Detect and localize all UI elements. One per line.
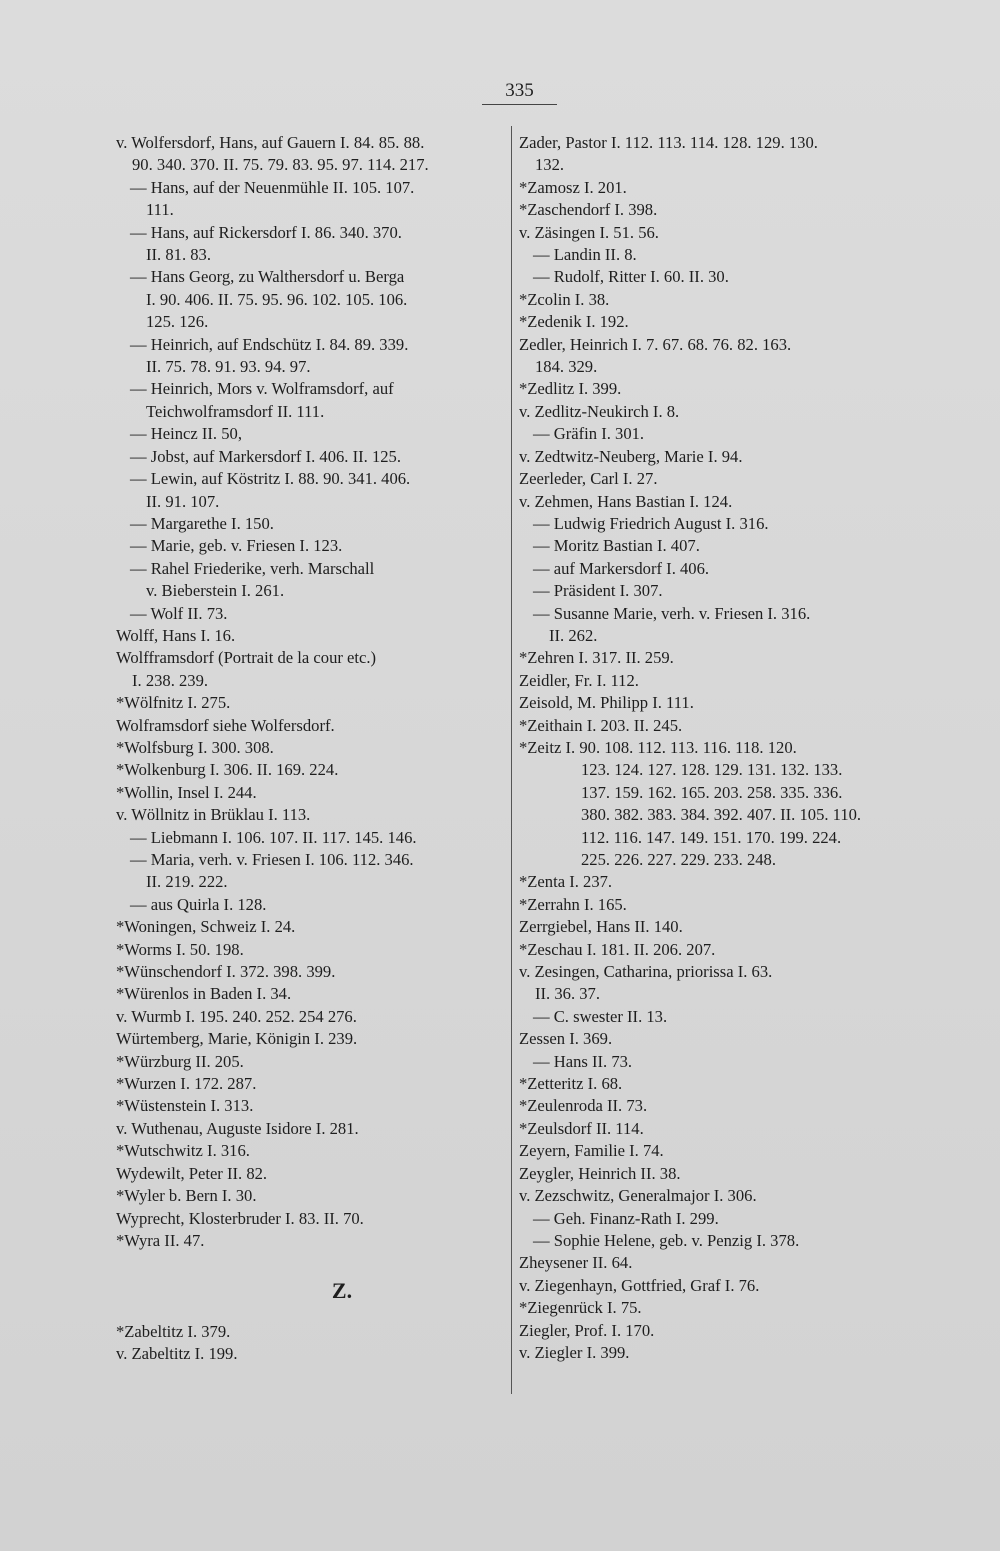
index-entry xyxy=(519,871,911,893)
index-entry-line: *Wyler b. Bern I. 30. xyxy=(116,1186,257,1206)
index-entry xyxy=(116,1208,508,1230)
index-entry xyxy=(519,939,911,961)
index-entry-continuation: 125. 126. xyxy=(146,312,209,332)
index-entry-line: *Zetteritz I. 68. xyxy=(519,1074,623,1094)
index-entry xyxy=(519,334,911,379)
index-entry-continuation: II. 262. xyxy=(549,625,598,645)
index-entry-line: — Hans, auf Rickersdorf I. 86. 340. 370. xyxy=(130,222,402,242)
index-entry xyxy=(519,715,911,737)
index-entry xyxy=(116,782,508,804)
index-entry-continuation: II. 75. 78. 91. 93. 94. 97. xyxy=(146,357,311,377)
index-entry-continuation: 184. 329. xyxy=(535,357,598,377)
index-entry xyxy=(116,334,508,379)
index-entry-line: *Wolkenburg I. 306. II. 169. 224. xyxy=(116,760,339,780)
index-entry xyxy=(519,177,911,199)
index-entry xyxy=(519,513,911,535)
index-entry xyxy=(116,827,508,849)
index-entry xyxy=(519,378,911,400)
index-entry xyxy=(519,1028,911,1050)
index-entry xyxy=(519,647,911,669)
index-entry xyxy=(116,1051,508,1073)
index-entry-line: *Woningen, Schweiz I. 24. xyxy=(116,917,296,937)
index-entry-line: *Wölfnitz I. 275. xyxy=(116,693,231,713)
index-entry-continuation: 225. 226. 227. 229. 233. 248. xyxy=(581,850,776,869)
index-entry-line: v. Wöllnitz in Brüklau I. 113. xyxy=(116,805,311,825)
index-entry xyxy=(116,759,508,781)
index-entry xyxy=(116,446,508,468)
index-entry-line: — Ludwig Friedrich August I. 316. xyxy=(533,513,769,533)
index-entry-line: *Zedenik I. 192. xyxy=(519,312,629,332)
index-entry-line: — Rahel Friederike, verh. Marschall xyxy=(130,558,375,578)
index-entry-line: Wyprecht, Klosterbruder I. 83. II. 70. xyxy=(116,1208,364,1228)
index-entry xyxy=(519,1185,911,1207)
index-entry-line: — Heincz II. 50, xyxy=(130,424,242,444)
index-entry xyxy=(116,132,508,177)
index-entry xyxy=(519,1118,911,1140)
index-entry-line: v. Wolfersdorf, Hans, auf Gauern I. 84. 85. 88. xyxy=(116,133,425,152)
index-entry-line: — Moritz Bastian I. 407. xyxy=(533,536,700,556)
index-entry xyxy=(116,692,508,714)
index-entry xyxy=(519,961,911,1006)
index-entry xyxy=(519,423,911,445)
index-entry xyxy=(116,647,508,692)
index-entry xyxy=(519,311,911,333)
index-entry xyxy=(519,1073,911,1095)
index-entry xyxy=(116,177,508,222)
index-entry-line: *Zerrahn I. 165. xyxy=(519,894,627,914)
index-entry-line: v. Ziegenhayn, Gottfried, Graf I. 76. xyxy=(519,1275,760,1295)
index-entry-continuation: II. 91. 107. xyxy=(146,491,220,511)
index-entry-line: Zeisold, M. Philipp I. 111. xyxy=(519,693,694,713)
left-column-entries xyxy=(116,132,508,1252)
page-number: 335 xyxy=(482,80,557,105)
index-entry-line: — Marie, geb. v. Friesen I. 123. xyxy=(130,536,343,556)
index-entry-line: v. Ziegler I. 399. xyxy=(519,1342,630,1362)
index-entry-line: Zeygler, Heinrich II. 38. xyxy=(519,1163,681,1183)
index-entry-line: Wolfframsdorf (Portrait de la cour etc.) xyxy=(116,648,377,668)
index-entry xyxy=(519,558,911,580)
index-entry xyxy=(116,266,508,333)
index-entry-line: — Rudolf, Ritter I. 60. II. 30. xyxy=(533,267,729,287)
index-entry xyxy=(116,603,508,625)
index-entry xyxy=(519,1297,911,1319)
index-entry-line: *Zeulenroda II. 73. xyxy=(519,1096,648,1116)
index-entry-line: *Wurzen I. 172. 287. xyxy=(116,1074,257,1094)
index-entry xyxy=(116,1163,508,1185)
index-entry-line: Würtemberg, Marie, Königin I. 239. xyxy=(116,1029,358,1049)
right-column-entries xyxy=(519,132,911,1364)
index-entry-line: *Zeschau I. 181. II. 206. 207. xyxy=(519,939,716,959)
index-entry xyxy=(116,737,508,759)
index-entry-line: v. Zabeltitz I. 199. xyxy=(116,1344,238,1364)
index-entry-line: Wolff, Hans I. 16. xyxy=(116,625,236,645)
index-entry-line: Wydewilt, Peter II. 82. xyxy=(116,1163,268,1183)
index-entry-line: v. Wuthenau, Auguste Isidore I. 281. xyxy=(116,1118,359,1138)
index-entry-line: *Worms I. 50. 198. xyxy=(116,939,244,959)
index-entry-line: *Wollin, Insel I. 244. xyxy=(116,782,257,802)
index-entry-line: *Zcolin I. 38. xyxy=(519,289,610,309)
index-entry-line: — auf Markersdorf I. 406. xyxy=(533,558,710,578)
index-entry xyxy=(116,849,508,894)
index-column-left xyxy=(116,132,508,1366)
index-entry-continuation: 380. 382. 383. 384. 392. 407. II. 105. 110. xyxy=(581,805,862,825)
index-entry xyxy=(519,468,911,490)
index-entry-line: v. Zäsingen I. 51. 56. xyxy=(519,222,659,242)
index-entry xyxy=(519,1230,911,1252)
index-entry xyxy=(519,1051,911,1073)
index-entry xyxy=(116,1321,508,1343)
index-entry xyxy=(519,222,911,244)
index-entry-line: *Ziegenrück I. 75. xyxy=(519,1298,642,1318)
index-entry-line: — Heinrich, auf Endschütz I. 84. 89. 339. xyxy=(130,334,409,354)
index-entry xyxy=(116,804,508,826)
index-entry-line: — Hans, auf der Neuenmühle II. 105. 107. xyxy=(130,177,415,197)
index-entry-line: Zeerleder, Carl I. 27. xyxy=(519,469,658,489)
index-entry-continuation: 123. 124. 127. 128. 129. 131. 132. 133. xyxy=(581,760,843,780)
index-entry-line: *Wyra II. 47. xyxy=(116,1230,205,1250)
index-entry xyxy=(116,939,508,961)
index-entry-line: — Präsident I. 307. xyxy=(533,581,663,601)
index-entry xyxy=(519,1095,911,1117)
index-entry-line: v. Wurmb I. 195. 240. 252. 254 276. xyxy=(116,1006,357,1026)
index-entry-continuation: v. Bieberstein I. 261. xyxy=(146,581,285,601)
index-entry-line: v. Zezschwitz, Generalmajor I. 306. xyxy=(519,1186,757,1206)
index-entry-line: *Wüstenstein I. 313. xyxy=(116,1096,254,1116)
index-entry xyxy=(116,423,508,445)
index-entry xyxy=(519,289,911,311)
index-entry-line: Wolframsdorf siehe Wolfersdorf. xyxy=(116,715,335,735)
index-entry-line: v. Zehmen, Hans Bastian I. 124. xyxy=(519,491,733,511)
index-entry-line: *Zedlitz I. 399. xyxy=(519,379,622,399)
index-entry xyxy=(116,1095,508,1117)
section-heading-z: Z. xyxy=(331,1278,353,1304)
index-entry xyxy=(519,916,911,938)
index-entry-line: *Zaschendorf I. 398. xyxy=(519,200,658,220)
index-entry xyxy=(519,1140,911,1162)
index-entry xyxy=(519,446,911,468)
index-entry xyxy=(519,603,911,648)
index-entry-line: *Wolfsburg I. 300. 308. xyxy=(116,737,274,757)
index-entry xyxy=(116,1140,508,1162)
index-entry-line: — Geh. Finanz-Rath I. 299. xyxy=(533,1208,719,1228)
index-entry xyxy=(116,625,508,647)
index-entry-line: Zedler, Heinrich I. 7. 67. 68. 76. 82. 163. xyxy=(519,334,792,354)
index-entry xyxy=(116,715,508,737)
index-entry xyxy=(116,894,508,916)
index-entry xyxy=(519,692,911,714)
index-entry-line: Zader, Pastor I. 112. 113. 114. 128. 129. 130. xyxy=(519,133,818,152)
index-entry-line: *Zeitz I. 90. 108. 112. 113. 116. 118. 120. xyxy=(519,737,797,757)
index-entry-continuation: I. 238. 239. xyxy=(132,670,209,690)
index-entry-line: Zeidler, Fr. I. 112. xyxy=(519,670,639,690)
index-entry-line: — Landin II. 8. xyxy=(533,245,637,265)
index-entry xyxy=(519,1275,911,1297)
index-entry xyxy=(116,916,508,938)
index-entry xyxy=(116,983,508,1005)
index-entry-continuation: II. 36. 37. xyxy=(535,984,600,1004)
left-column-after-entries xyxy=(116,1321,508,1366)
index-entry-line: Zeyern, Familie I. 74. xyxy=(519,1141,664,1161)
index-entry-line: — Susanne Marie, verh. v. Friesen I. 316. xyxy=(533,603,811,623)
index-entry xyxy=(116,1230,508,1252)
index-entry-continuation: 137. 159. 162. 165. 203. 258. 335. 336. xyxy=(581,782,843,802)
index-entry-line: — Heinrich, Mors v. Wolframsdorf, auf xyxy=(130,379,394,399)
index-entry xyxy=(519,737,911,871)
index-entry xyxy=(116,1185,508,1207)
index-entry-line: *Wutschwitz I. 316. xyxy=(116,1141,250,1161)
index-entry-line: *Wünschendorf I. 372. 398. 399. xyxy=(116,962,336,982)
index-entry-line: *Zabeltitz I. 379. xyxy=(116,1321,231,1341)
index-entry xyxy=(519,670,911,692)
index-entry xyxy=(116,222,508,267)
index-entry-line: *Zeulsdorf II. 114. xyxy=(519,1118,644,1138)
index-entry-line: — Liebmann I. 106. 107. II. 117. 145. 146. xyxy=(130,827,417,847)
index-entry xyxy=(116,1118,508,1140)
index-entry-line: — Lewin, auf Köstritz I. 88. 90. 341. 406. xyxy=(130,469,411,489)
index-entry-continuation: 132. xyxy=(535,155,565,175)
index-entry xyxy=(519,1006,911,1028)
index-entry xyxy=(519,1163,911,1185)
index-entry xyxy=(519,1320,911,1342)
index-entry-line: — Gräfin I. 301. xyxy=(533,424,645,444)
index-entry-line: *Zamosz I. 201. xyxy=(519,177,627,197)
index-column-right xyxy=(519,132,911,1364)
index-entry-line: — Hans II. 73. xyxy=(533,1051,633,1071)
index-entry xyxy=(116,1343,508,1365)
index-entry xyxy=(116,468,508,513)
index-entry xyxy=(519,580,911,602)
index-entry xyxy=(519,266,911,288)
index-entry-line: Zessen I. 369. xyxy=(519,1029,613,1049)
index-entry xyxy=(116,1028,508,1050)
index-entry-line: — aus Quirla I. 128. xyxy=(130,894,267,914)
index-entry xyxy=(116,378,508,423)
index-entry-continuation: II. 81. 83. xyxy=(146,245,211,265)
index-entry xyxy=(519,535,911,557)
index-entry xyxy=(519,132,911,177)
index-entry-line: — Margarethe I. 150. xyxy=(130,513,274,533)
index-entry-continuation: 90. 340. 370. II. 75. 79. 83. 95. 97. 114. 217. xyxy=(132,155,429,175)
index-entry xyxy=(519,1252,911,1274)
index-entry xyxy=(519,894,911,916)
column-divider xyxy=(511,126,512,1394)
index-entry-line: v. Zesingen, Catharina, priorissa I. 63. xyxy=(519,962,773,982)
index-entry-continuation: Teichwolframsdorf II. 111. xyxy=(146,401,325,421)
index-entry-line: v. Zedlitz-Neukirch I. 8. xyxy=(519,401,680,421)
index-entry xyxy=(116,1073,508,1095)
index-entry xyxy=(116,961,508,983)
index-entry-continuation: 112. 116. 147. 149. 151. 170. 199. 224. xyxy=(581,827,842,847)
index-entry-line: *Würzburg II. 205. xyxy=(116,1051,244,1071)
index-entry-line: v. Zedtwitz-Neuberg, Marie I. 94. xyxy=(519,446,743,466)
index-entry-line: — Sophie Helene, geb. v. Penzig I. 378. xyxy=(533,1230,800,1250)
index-entry xyxy=(519,244,911,266)
index-entry-line: *Zehren I. 317. II. 259. xyxy=(519,648,674,668)
index-entry-line: — Hans Georg, zu Walthersdorf u. Berga xyxy=(130,267,405,287)
index-entry xyxy=(116,513,508,535)
index-entry-line: Ziegler, Prof. I. 170. xyxy=(519,1320,655,1340)
index-entry-continuation: 111. xyxy=(146,200,174,220)
index-entry-line: — Jobst, auf Markersdorf I. 406. II. 125. xyxy=(130,446,401,466)
index-entry-line: *Würenlos in Baden I. 34. xyxy=(116,984,292,1004)
index-entry-continuation: I. 90. 406. II. 75. 95. 96. 102. 105. 106. xyxy=(146,289,408,309)
index-entry-line: *Zenta I. 237. xyxy=(519,872,613,892)
index-entry xyxy=(519,1342,911,1364)
index-entry-line: Zerrgiebel, Hans II. 140. xyxy=(519,917,683,937)
index-entry-line: — Wolf II. 73. xyxy=(130,603,228,623)
index-entry xyxy=(519,491,911,513)
index-entry xyxy=(519,401,911,423)
index-entry xyxy=(519,199,911,221)
index-entry-line: *Zeithain I. 203. II. 245. xyxy=(519,715,683,735)
index-entry xyxy=(519,1208,911,1230)
index-entry-line: — C. swester II. 13. xyxy=(533,1006,668,1026)
index-entry xyxy=(116,558,508,603)
index-entry-line: — Maria, verh. v. Friesen I. 106. 112. 346. xyxy=(130,850,414,869)
index-entry-line: Zheysener II. 64. xyxy=(519,1253,633,1273)
index-entry xyxy=(116,535,508,557)
index-entry-continuation: II. 219. 222. xyxy=(146,872,228,892)
index-entry xyxy=(116,1006,508,1028)
